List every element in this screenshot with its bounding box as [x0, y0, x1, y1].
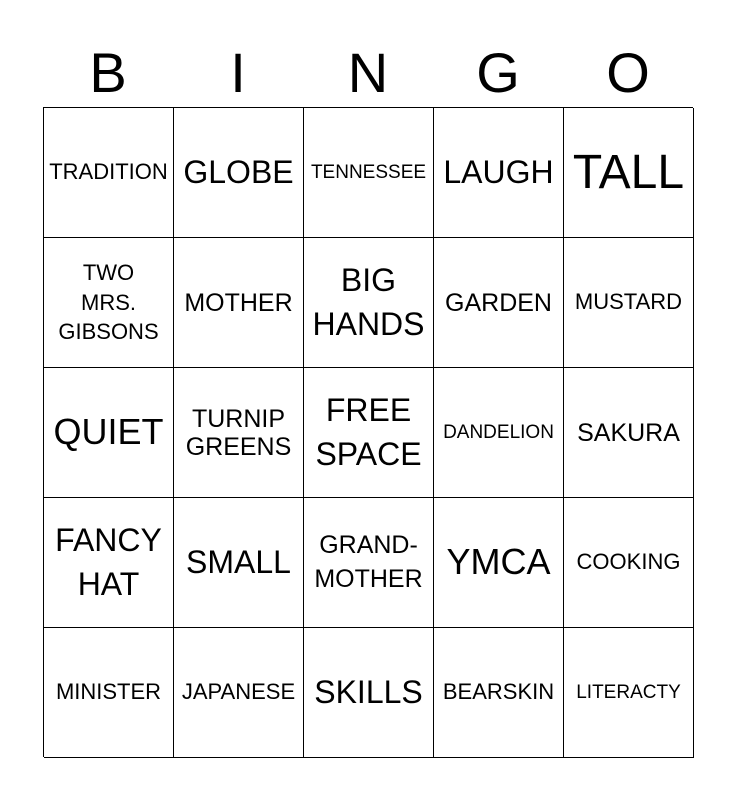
cell-label: DANDELION: [443, 421, 554, 443]
bingo-cell-r1-c4[interactable]: [434, 108, 564, 238]
bingo-cell-r2-c1[interactable]: [44, 238, 174, 368]
cell-label: SAKURA: [577, 418, 680, 447]
bingo-cell-r4-c4[interactable]: [434, 498, 564, 628]
bingo-cell-r4-c3[interactable]: [304, 498, 434, 628]
bingo-cell-r4-c2[interactable]: [174, 498, 304, 628]
bingo-cell-r5-c4[interactable]: [434, 628, 564, 758]
bingo-cell-r3-c1[interactable]: [44, 368, 174, 498]
header-letter-n: N: [347, 41, 389, 104]
cell-label: LAUGH: [443, 153, 554, 190]
bingo-cell-r5-c5[interactable]: [564, 628, 694, 758]
bingo-cell-r3-c3[interactable]: [304, 368, 434, 498]
cell-label: SMALL: [186, 543, 291, 580]
bingo-cell-r1-c2[interactable]: [174, 108, 304, 238]
cell-label: TENNESSEE: [310, 161, 427, 183]
header-letter-i: I: [230, 41, 246, 104]
cell-label: YMCA: [446, 541, 551, 583]
bingo-cell-r5-c1[interactable]: [44, 628, 174, 758]
bingo-cell-r1-c3[interactable]: [304, 108, 434, 238]
header-letter-o: O: [606, 41, 650, 104]
bingo-cell-r2-c4[interactable]: [434, 238, 564, 368]
bingo-cell-r3-c2[interactable]: [174, 368, 304, 498]
bingo-cell-r3-c5[interactable]: [564, 368, 694, 498]
bingo-board: [43, 107, 693, 757]
cell-label: GRAND- MOTHER: [314, 530, 423, 593]
cell-label: GARDEN: [445, 288, 552, 317]
cell-label: BIG HANDS: [312, 262, 425, 342]
bingo-cell-r5-c3[interactable]: [304, 628, 434, 758]
header-letter-b: B: [89, 41, 127, 104]
cell-label: GLOBE: [183, 153, 294, 190]
bingo-cell-r3-c4[interactable]: [434, 368, 564, 498]
cell-label: LITERACTY: [576, 681, 681, 703]
cell-label: BEARSKIN: [442, 679, 555, 705]
cell-label: JAPANESE: [181, 679, 296, 705]
cell-label: QUIET: [53, 411, 164, 453]
cell-label: FREE SPACE: [315, 392, 422, 472]
cell-label: TALL: [572, 145, 685, 199]
cell-label: TRADITION: [49, 159, 168, 185]
bingo-cell-r4-c5[interactable]: [564, 498, 694, 628]
bingo-cell-r2-c5[interactable]: [564, 238, 694, 368]
cell-label: TURNIP GREENS: [185, 404, 292, 461]
bingo-cell-r2-c2[interactable]: [174, 238, 304, 368]
bingo-cell-r2-c3[interactable]: [304, 238, 434, 368]
cell-label: COOKING: [576, 549, 681, 575]
cell-label: MUSTARD: [574, 289, 683, 315]
cell-label: FANCY HAT: [55, 522, 162, 602]
bingo-header: [43, 40, 693, 106]
bingo-cell-r5-c2[interactable]: [174, 628, 304, 758]
cell-label: MINISTER: [55, 679, 162, 705]
cell-label: TWO MRS. GIBSONS: [58, 259, 159, 345]
cell-label: SKILLS: [314, 673, 423, 710]
bingo-cell-r1-c5[interactable]: [564, 108, 694, 238]
cell-label: MOTHER: [184, 288, 293, 317]
bingo-cell-r1-c1[interactable]: [44, 108, 174, 238]
bingo-cell-r4-c1[interactable]: [44, 498, 174, 628]
header-letter-g: G: [476, 41, 520, 104]
